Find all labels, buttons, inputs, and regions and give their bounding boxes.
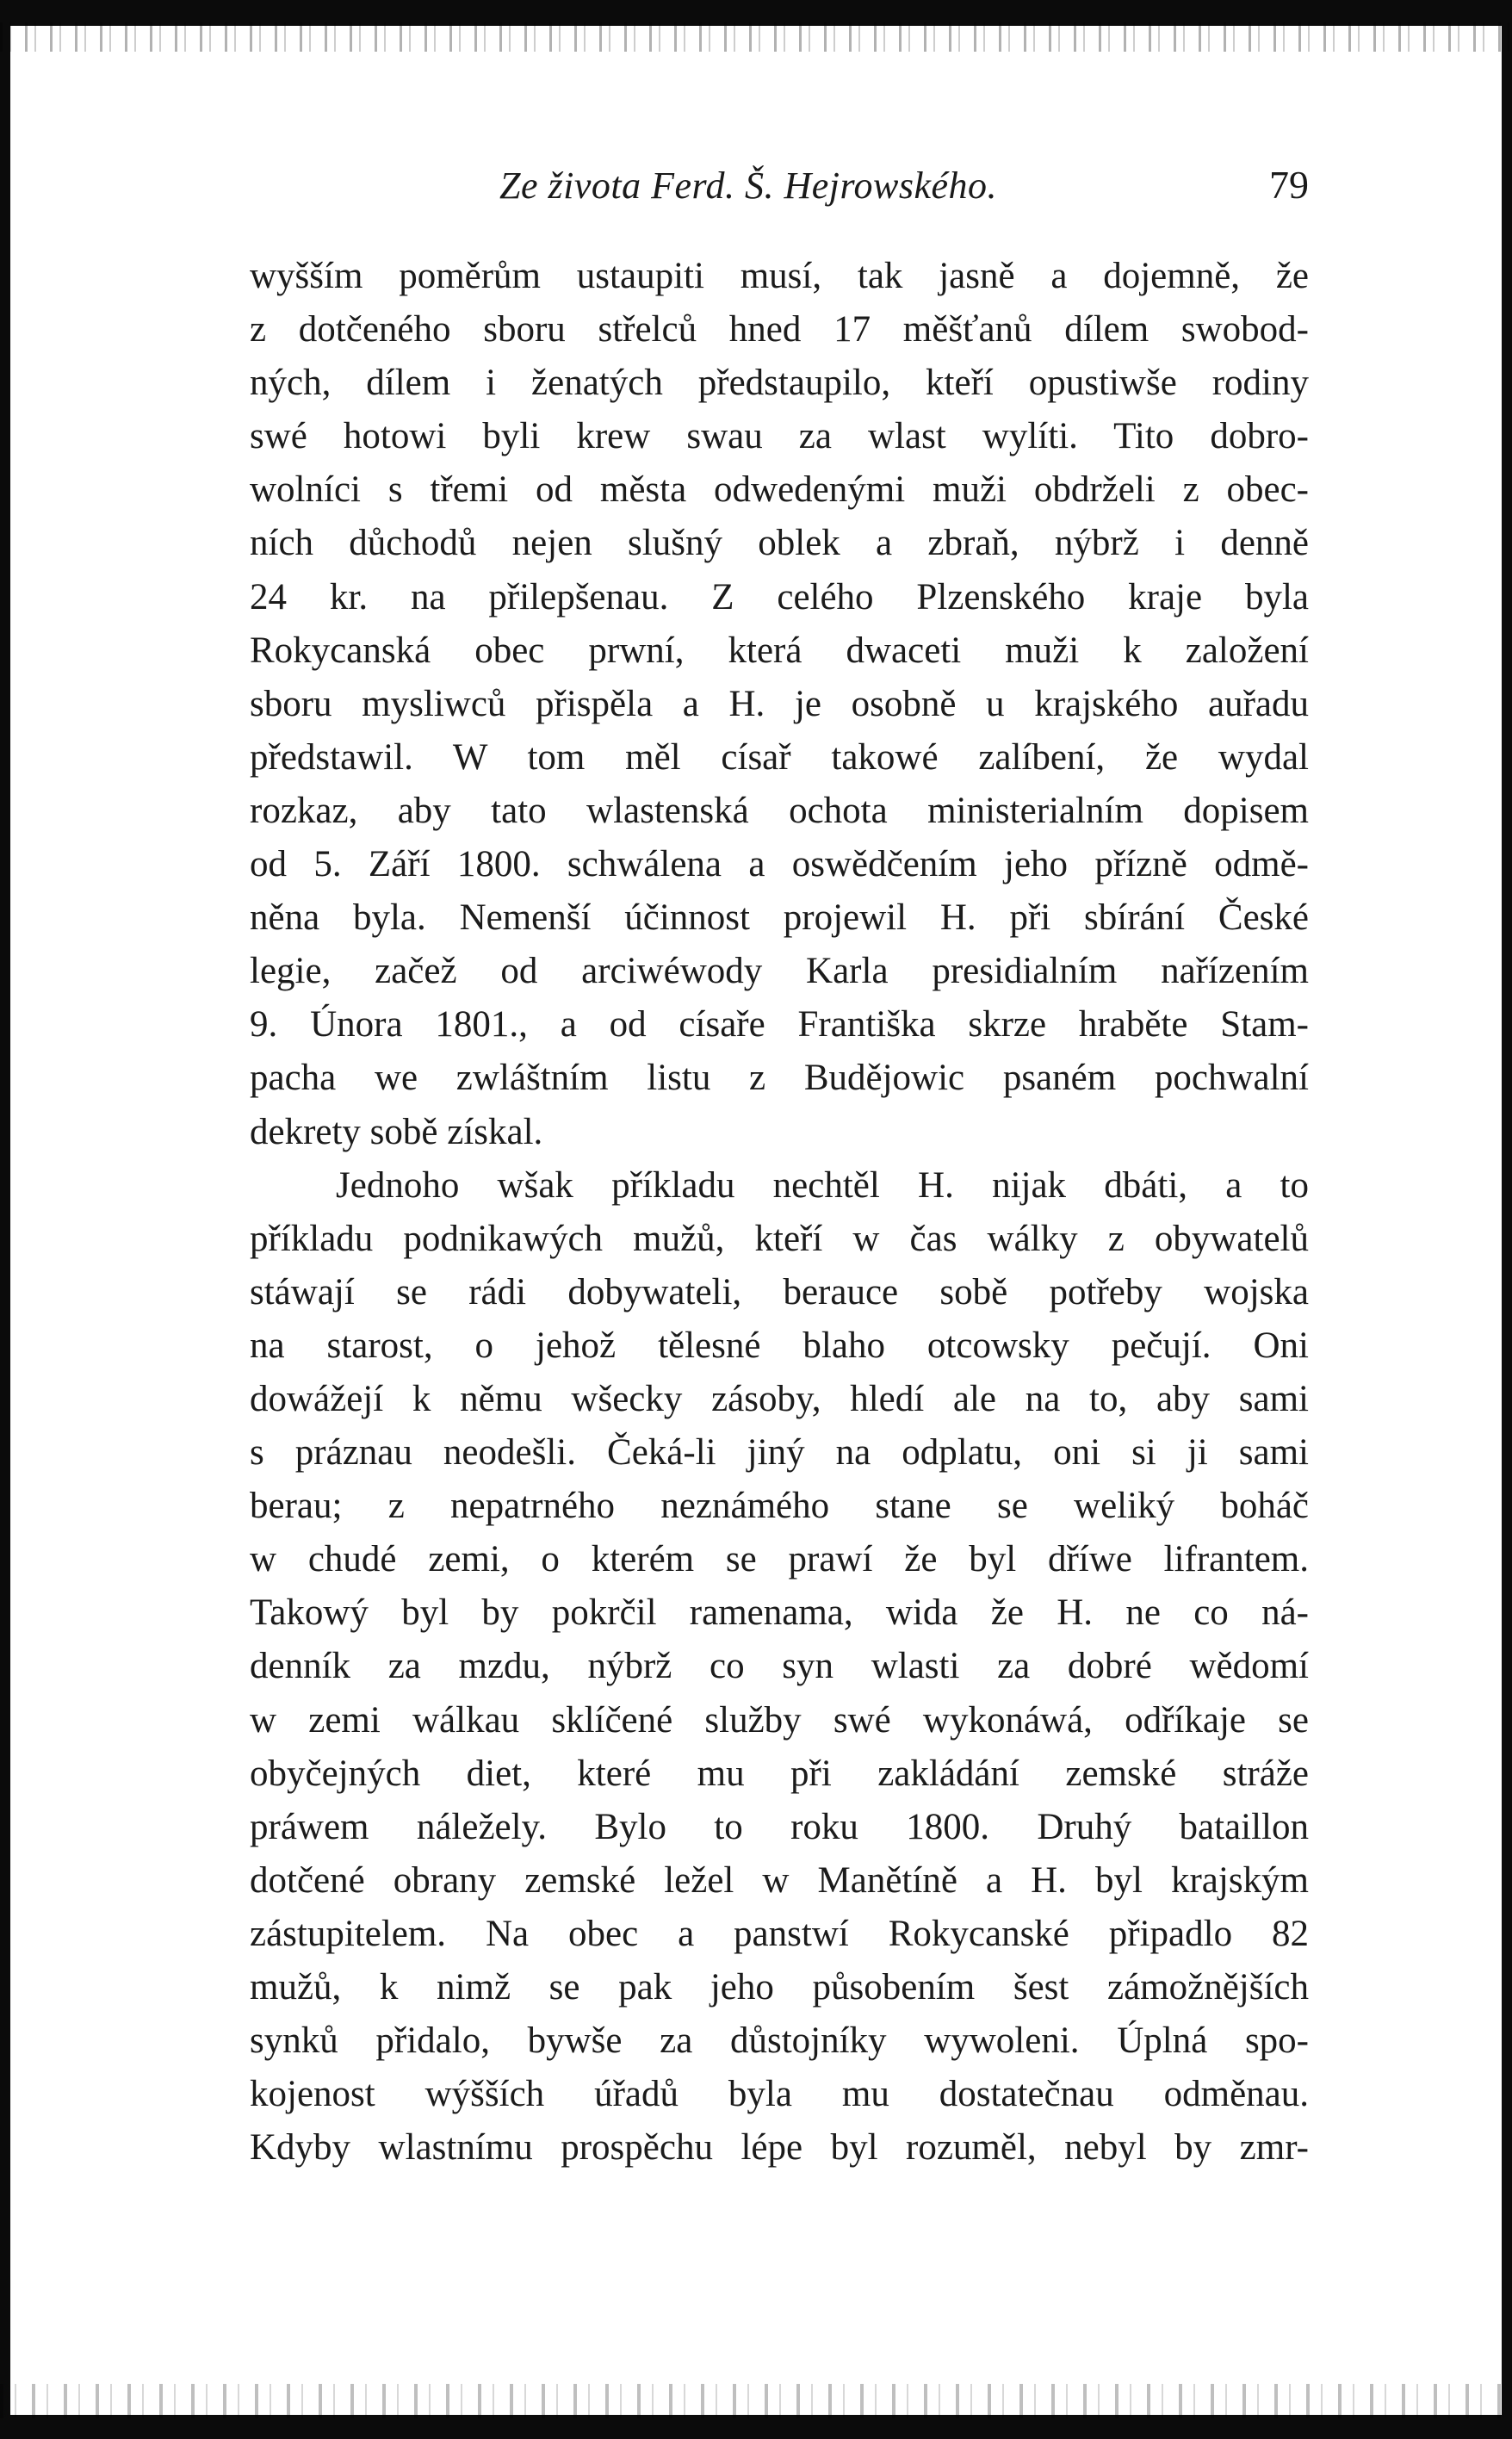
text-line: dowážejí k němu wšecky zásoby, hledí ale na to, aby sami — [250, 1378, 1309, 1419]
text-line: z dotčeného sboru střelců hned 17 měšťanů dílem swobod- — [250, 309, 1309, 351]
text-line: obyčejných diet, které mu při zakládání zemské stráže — [250, 1753, 1309, 1794]
text-line: dotčené obrany zemské ležel w Manětíně a H. byl krajským — [250, 1859, 1309, 1901]
text-line: wyšším poměrům ustaupiti musí, tak jasně a dojemně, že — [250, 256, 1309, 296]
text-line: denník za mzdu, nýbrž co syn wlasti za dobré wědomí — [250, 1646, 1309, 1687]
text-line: rozkaz, aby tato wlastenská ochota ministerialním dopisem — [250, 790, 1309, 831]
text-line: berau; z nepatrného neznámého stane se weliký boháč — [250, 1486, 1309, 1527]
book-page — [250, 155, 1309, 2175]
text-line: na starost, o jehož tělesné blaho otcowsky pečují. Oni — [250, 1325, 1309, 1366]
text-line: kojenost wýšších úřadů byla mu dostatečnau odměnau. — [250, 2074, 1309, 2115]
text-line: sboru mysliwců přispěla a H. je osobně u krajského auřadu — [250, 683, 1309, 724]
text-line: 24 kr. na přilepšenau. Z celého Plzenského kraje byla — [250, 576, 1309, 618]
text-line: od 5. Září 1800. schwálena a oswědčením jeho přízně odmě- — [250, 844, 1309, 885]
text-line: swé hotowi byli krew swau za wlast wylíti. Tito dobro- — [250, 416, 1309, 457]
text-line: předstawil. W tom měl císař takowé zalíbení, že wydal — [250, 736, 1309, 778]
paragraph-start-line: Jednoho wšak příkladu nechtěl H. nijak dbáti, a to — [336, 1164, 1309, 1206]
text-line: legie, začež od arciwéwody Karla presidialním nařízením — [250, 951, 1309, 992]
text-line: s práznau neodešli. Čeká-li jiný na odplatu, oni si ji sami — [250, 1432, 1309, 1474]
text-line: ných, dílem i ženatých předstaupilo, kteří opustiwše rodiny — [250, 363, 1309, 404]
text-line: synků přidalo, bywše za důstojníky wywoleni. Úplná spo- — [250, 2020, 1309, 2062]
text-line: práwem náležely. Bylo to roku 1800. Druhý bataillon — [250, 1806, 1309, 1847]
text-line: Takowý byl by pokrčil ramenama, wida že H. ne co ná- — [250, 1592, 1309, 1634]
text-line: zástupitelem. Na obec a panstwí Rokycanské připadlo 82 — [250, 1913, 1309, 1954]
text-line: něna byla. Nemenší účinnost projewil H. při sbírání České — [250, 897, 1309, 939]
text-line: w chudé zemi, o kterém se prawí že byl dříwe lifrantem. — [250, 1539, 1309, 1580]
text-line: ních důchodů nejen slušný oblek a zbraň, nýbrž i denně — [250, 523, 1309, 564]
text-line: w zemi wálkau sklíčené služby swé wykonáwá, odříkaje se — [250, 1699, 1309, 1741]
body-text — [250, 250, 1309, 2175]
page-number: 79 — [1269, 163, 1309, 207]
text-line: mužů, k nimž se pak jeho působením šest zámožnějších — [250, 1967, 1309, 2008]
text-line: Kdyby wlastnímu prospěchu lépe byl rozuměl, nebyl by zmr- — [250, 2127, 1309, 2169]
paragraph-end-line: dekrety sobě získal. — [250, 1111, 543, 1152]
text-line: stáwají se rádi dobywateli, berauce sobě potřeby wojska — [250, 1271, 1309, 1313]
text-line: 9. Února 1801., a od císaře Františka skrze hraběte Stam- — [250, 1004, 1309, 1046]
text-line: Rokycanská obec prwní, která dwaceti muži k založení — [250, 630, 1309, 671]
text-line: příkladu podnikawých mužů, kteří w čas wálky z obywatelů — [250, 1218, 1309, 1259]
text-line: wolníci s třemi od města odwedenými muži obdrželi z obec- — [250, 469, 1309, 511]
running-head — [250, 155, 1309, 233]
running-title: Ze života Ferd. Š. Hejrowského. — [499, 164, 998, 207]
text-line: pacha we zwláštním listu z Budějowic psaném pochwalní — [250, 1058, 1309, 1099]
